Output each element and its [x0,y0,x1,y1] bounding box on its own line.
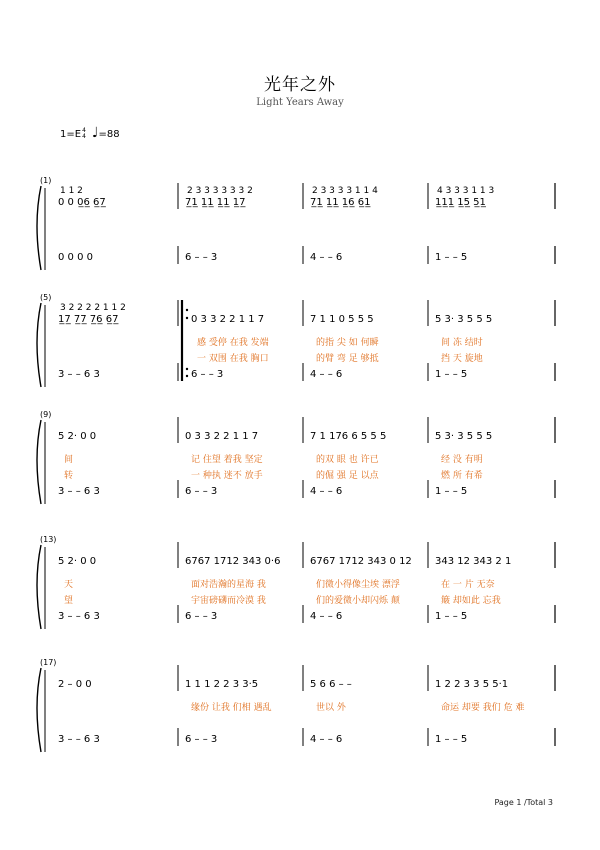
lyric-line-1: 间 冻 结时 [441,338,483,348]
system-brace [37,186,41,270]
lyric-line-1: 命运 却要 我们 危 难 [441,703,525,713]
lyric-line-1: 经 没 有明 [441,455,483,465]
repeat-dot [186,368,188,370]
lyric-line-2: 簸 却如此 忘我 [441,596,501,606]
lower-staff-notes: 0 0 0 0 [58,252,93,263]
measure-number: (13) [40,535,57,544]
upper-staff-notes: 6767 1712 343 0 12 [310,556,412,567]
upper-staff-notes: 7̲1̲ 1̲1̲ 1̲1̲ 1̲7̲ [185,197,246,208]
upper-staff-notes: 5 2· 0 0 [58,431,97,442]
tempo-value: =88 [98,129,120,140]
lower-staff-notes: 6 – – 3 [191,369,224,380]
lower-staff-notes: 6 – – 3 [185,252,218,263]
upper-staff-notes: 7 1 1 0 5 5 5 [310,314,374,325]
lower-staff-notes: 1 – – 5 [435,734,468,745]
lyric-line-1: 们微小得像尘埃 漂浮 [316,580,400,590]
system-brace [37,545,41,629]
lyric-line-2: 一 双围 在我 胸口 [197,354,269,364]
lower-staff-notes: 4 – – 6 [310,486,343,497]
lyric-line-1: 面对浩瀚的星海 我 [191,580,266,590]
time-signature-bottom: 4 [82,133,86,140]
lyric-line-2: 们的爱微小却闪烁 颠 [316,596,400,606]
lower-staff-notes: 6 – – 3 [185,486,218,497]
measure-number: (9) [40,410,52,419]
measure-number: (5) [40,293,52,302]
lower-staff-notes: 1 – – 5 [435,611,468,622]
lyric-line-1: 缘份 让我 们相 遇乱 [191,703,272,713]
upper-staff-notes: 1̲7̲ 7̲7̲ 7̲6̲ 6̲7̲ [58,314,119,325]
lyric-line-2: 一 种执 迷不 放手 [191,471,263,481]
upper-staff-notes: 7̲1̲ 1̲1̲ 1̲6̲ 6̲1̲ [310,197,371,208]
upper-chord-tones: 4 3 3 3 1 1 3 [437,186,495,196]
lyric-line-1: 在 一 片 无奈 [441,580,495,590]
lyric-line-1: 的指 尖 如 何瞬 [316,338,379,348]
upper-staff-notes: 2 – 0 0 [58,679,92,690]
lyric-line-2: 望 [64,596,74,606]
time-signature-top: 4 [82,127,86,134]
lower-staff-notes: 1 – – 5 [435,252,468,263]
song-subtitle: Light Years Away [256,97,344,108]
upper-staff-notes: 5 2· 0 0 [58,556,97,567]
quarter-note-icon: ♩ [91,125,99,141]
lyric-line-1: 间 [64,455,74,465]
upper-chord-tones: 2 3 3 3 3 1 1 4 [312,186,378,196]
page-indicator: Page 1 /Total 3 [494,798,553,807]
upper-chord-tones: 1 1 2 [60,186,83,196]
upper-staff-notes: 6767 1712 343 0·6 [185,556,281,567]
key-signature: 1=E [60,129,82,140]
upper-chord-tones: 2 3 3 3 3 3 3 2 [187,186,253,196]
upper-staff-notes: 1 1 1 2 2 3 3·5 [185,679,259,690]
upper-staff-notes: 0 3 3 2 2 1 1 7 [191,314,265,325]
lower-staff-notes: 4 – – 6 [310,734,343,745]
upper-staff-notes: 5 6 6 – – [310,679,352,690]
upper-staff-notes: 5 3· 3 5 5 5 [435,314,493,325]
system-brace [37,303,41,387]
lyric-line-2: 转 [64,471,74,481]
lyric-line-1: 记 住望 着我 坚定 [191,455,263,465]
lyric-line-1: 世以 外 [316,703,346,713]
lyric-line-2: 的臂 弯 足 够抵 [316,354,379,364]
lower-staff-notes: 3 – – 6 3 [58,734,100,745]
lyric-line-1: 的双 眼 也 许已 [316,455,379,465]
system-brace [37,420,41,504]
upper-staff-notes: 7 1 176 6 5 5 5 [310,431,387,442]
lower-staff-notes: 3 – – 6 3 [58,369,100,380]
lower-staff-notes: 4 – – 6 [310,252,343,263]
upper-staff-notes: 1̲1̲1̲ 1̲5̲ 5̲1̲ [435,197,486,208]
measure-number: (1) [40,176,52,185]
song-title: 光年之外 [264,75,336,95]
repeat-dot [186,375,188,377]
lyric-line-2: 燃 所 有希 [441,471,483,481]
repeat-dot [186,309,188,311]
lower-staff-notes: 6 – – 3 [185,611,218,622]
lower-staff-notes: 3 – – 6 3 [58,486,100,497]
lower-staff-notes: 1 – – 5 [435,369,468,380]
upper-staff-notes: 5 3· 3 5 5 5 [435,431,493,442]
measure-number: (17) [40,658,57,667]
lower-staff-notes: 4 – – 6 [310,611,343,622]
lower-staff-notes: 4 – – 6 [310,369,343,380]
upper-staff-notes: 1 2 2 3 3 5 5·1 [435,679,509,690]
lyric-line-2: 宇宙磅礴而冷漠 我 [191,596,266,606]
repeat-dot [186,317,188,319]
lyric-line-1: 天 [64,580,74,590]
lyric-line-2: 挡 天 旋地 [441,354,483,364]
lower-staff-notes: 3 – – 6 3 [58,611,100,622]
upper-staff-notes: 343 12 343 2 1 [435,556,512,567]
upper-staff-notes: 0 0 0̲6̲ 6̲7̲ [58,197,106,208]
lyric-line-1: 感 受停 在我 发端 [197,338,269,348]
upper-chord-tones: 3 2 2 2 2 1 1 2 [60,303,126,313]
system-brace [37,668,41,752]
lower-staff-notes: 1 – – 5 [435,486,468,497]
lyric-line-2: 的倔 强 足 以点 [316,471,379,481]
lower-staff-notes: 6 – – 3 [185,734,218,745]
upper-staff-notes: 0 3 3 2 2 1 1 7 [185,431,259,442]
